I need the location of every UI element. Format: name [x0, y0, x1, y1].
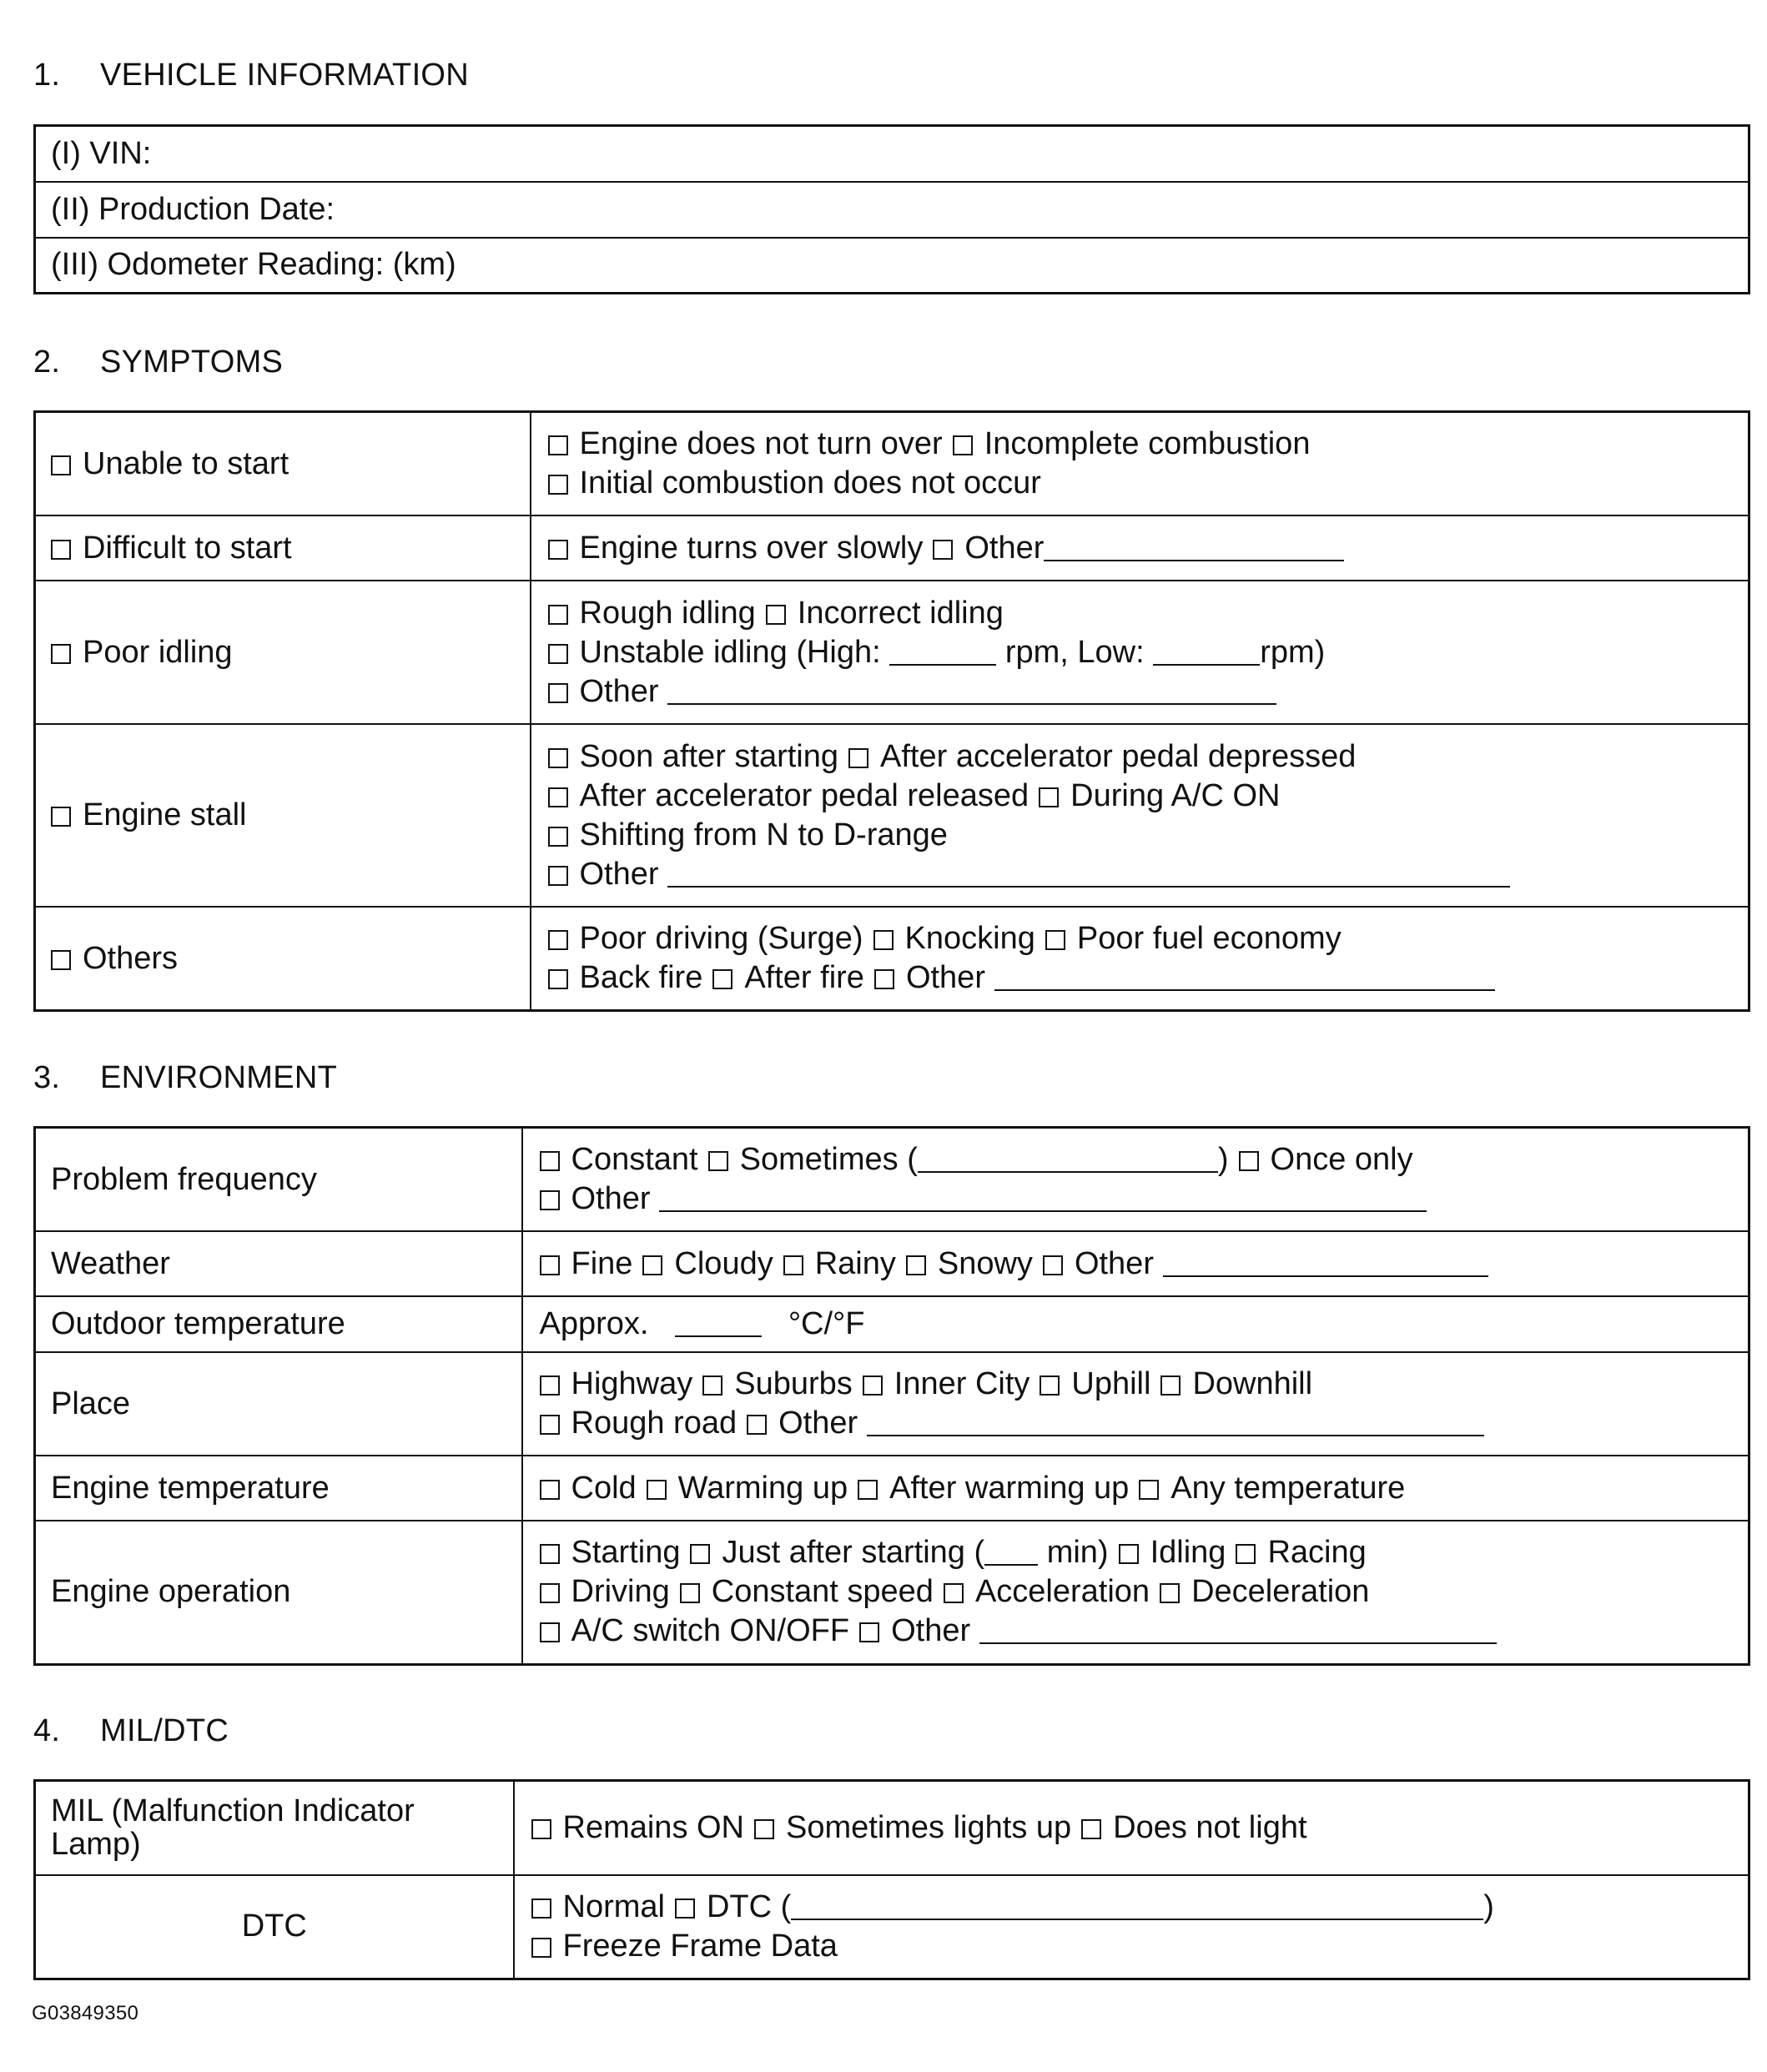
other-blank[interactable] [667, 857, 1510, 888]
option-incorrect-idling[interactable]: Incorrect idling [766, 596, 1004, 631]
dtc-options [514, 1875, 1749, 1979]
production-date-row [35, 182, 1749, 238]
other-blank[interactable] [659, 1182, 1427, 1212]
checkbox-icon[interactable] [51, 540, 71, 560]
checkbox-icon[interactable] [51, 950, 71, 970]
option-shifting-n-to-d[interactable]: Shifting from N to D-range [548, 817, 948, 852]
option-soon-after-starting[interactable]: Soon after starting [548, 739, 839, 774]
option-after-warming-up[interactable]: After warming up [858, 1471, 1129, 1506]
option-driving[interactable]: Driving [540, 1574, 670, 1609]
outdoor-temperature-blank[interactable] [675, 1307, 762, 1337]
option-during-ac-on[interactable]: During A/C ON [1039, 778, 1280, 813]
other-blank[interactable] [667, 675, 1276, 705]
checkbox-icon[interactable] [548, 475, 568, 495]
env-options-weather [522, 1231, 1749, 1296]
env-row-engine-temperature [35, 1456, 1749, 1521]
checkbox-icon[interactable] [1160, 1583, 1180, 1603]
option-engine-does-not-turn-over[interactable]: Engine does not turn over [548, 426, 943, 461]
checkbox-icon[interactable] [712, 969, 732, 989]
checkbox-icon[interactable] [1160, 1375, 1181, 1396]
checkbox-icon[interactable] [548, 748, 568, 768]
checkbox-icon[interactable] [642, 1255, 662, 1275]
option-rough-idling[interactable]: Rough idling [548, 596, 756, 631]
checkbox-icon[interactable] [953, 435, 973, 455]
option-other[interactable]: Other [874, 960, 1495, 995]
vin-row [35, 126, 1749, 182]
checkbox-icon[interactable] [754, 1819, 774, 1839]
checkbox-icon[interactable] [548, 866, 568, 886]
option-other[interactable]: Other [540, 1179, 1732, 1219]
section-title-environment: 3. ENVIRONMENT [33, 1060, 338, 1095]
env-row-engine-operation [35, 1521, 1749, 1664]
symptom-label-difficult-to-start[interactable]: Difficult to start [35, 515, 531, 581]
symptom-label-unable-to-start[interactable]: Unable to start [35, 412, 531, 516]
option-highway[interactable]: Highway [540, 1366, 693, 1401]
option-remains-on[interactable]: Remains ON [531, 1810, 745, 1845]
symptom-row-difficult-to-start [35, 515, 1749, 581]
option-sometimes-lights-up[interactable]: Sometimes lights up [754, 1810, 1071, 1845]
option-fine[interactable]: Fine [540, 1246, 633, 1281]
symptom-options-engine-stall [531, 724, 1749, 907]
symptom-row-others [35, 907, 1749, 1011]
checkbox-icon[interactable] [702, 1375, 722, 1396]
option-starting[interactable]: Starting [540, 1535, 681, 1570]
odometer-reading-field[interactable]: (III) Odometer Reading: (km) [35, 238, 1749, 294]
section-title-vehicle-information: 1. VEHICLE INFORMATION [33, 58, 470, 93]
checkbox-icon[interactable] [1045, 930, 1065, 950]
checkbox-icon[interactable] [51, 644, 71, 664]
option-acceleration[interactable]: Acceleration [944, 1574, 1150, 1609]
checkbox-icon[interactable] [873, 930, 894, 950]
symptom-label-engine-stall[interactable]: Engine stall [35, 724, 531, 907]
section-title-symptoms: 2. SYMPTOMS [33, 344, 284, 380]
option-other[interactable]: Other [747, 1406, 1484, 1441]
checkbox-icon[interactable] [944, 1583, 964, 1603]
symptom-options-difficult-to-start [531, 515, 1749, 581]
checkbox-icon[interactable] [848, 748, 868, 768]
checkbox-icon[interactable] [1040, 1375, 1060, 1396]
env-options-engine-temperature [522, 1456, 1749, 1521]
option-other[interactable]: Other [859, 1613, 1497, 1648]
dtc-code-blank[interactable] [791, 1890, 1483, 1920]
option-normal[interactable]: Normal [531, 1889, 665, 1924]
checkbox-icon[interactable] [540, 1622, 560, 1642]
symptom-options-others [531, 907, 1749, 1011]
dtc-row [35, 1875, 1749, 1979]
env-row-place [35, 1352, 1749, 1456]
option-knocking[interactable]: Knocking [873, 921, 1035, 956]
checkbox-icon[interactable] [540, 1583, 560, 1603]
option-other[interactable]: Other [1043, 1246, 1488, 1281]
option-warming-up[interactable]: Warming up [647, 1471, 848, 1506]
environment-table [33, 1126, 1750, 1666]
checkbox-icon[interactable] [1236, 1544, 1256, 1564]
other-blank[interactable] [1044, 531, 1344, 561]
checkbox-icon[interactable] [548, 827, 568, 847]
checkbox-icon[interactable] [540, 1544, 560, 1564]
checkbox-icon[interactable] [548, 930, 568, 950]
checkbox-icon[interactable] [540, 1480, 560, 1500]
vin-field[interactable]: (I) VIN: [35, 126, 1749, 182]
checkbox-icon[interactable] [783, 1255, 803, 1275]
checkbox-icon[interactable] [1081, 1819, 1101, 1839]
checkbox-icon[interactable] [1239, 1151, 1259, 1171]
mil-dtc-table [33, 1779, 1750, 1980]
checkbox-icon[interactable] [540, 1375, 560, 1396]
mil-options [514, 1781, 1749, 1875]
env-options-place [522, 1352, 1749, 1456]
symptom-label-others[interactable]: Others [35, 907, 531, 1011]
env-row-problem-frequency [35, 1128, 1749, 1232]
option-initial-combustion-does-not-occur[interactable]: Initial combustion does not occur [548, 465, 1041, 500]
high-rpm-blank[interactable] [889, 636, 996, 666]
checkbox-icon[interactable] [1043, 1255, 1063, 1275]
other-blank[interactable] [1163, 1247, 1488, 1277]
option-sometimes[interactable]: Sometimes ( ) [708, 1142, 1229, 1177]
checkbox-icon[interactable] [548, 683, 568, 703]
checkbox-icon[interactable] [548, 435, 568, 455]
option-incomplete-combustion[interactable]: Incomplete combustion [953, 426, 1311, 461]
option-constant-speed[interactable]: Constant speed [680, 1574, 934, 1609]
option-other[interactable]: Other [548, 672, 1732, 712]
checkbox-icon[interactable] [708, 1151, 728, 1171]
env-label-engine-operation: Engine operation [35, 1521, 522, 1664]
checkbox-icon[interactable] [858, 1480, 878, 1500]
figure-id: G03849350 [32, 2002, 139, 2024]
env-options-outdoor-temperature: Approx. °C/°F [522, 1296, 1749, 1352]
other-blank[interactable] [979, 1614, 1497, 1644]
option-racing[interactable]: Racing [1236, 1535, 1366, 1570]
checkbox-icon[interactable] [540, 1255, 560, 1275]
checkbox-icon[interactable] [906, 1255, 926, 1275]
mil-label: MIL (Malfunction Indicator Lamp) [35, 1781, 514, 1875]
symptom-row-engine-stall [35, 724, 1749, 907]
section-title-mil-dtc: 4. MIL/DTC [33, 1713, 229, 1748]
option-idling[interactable]: Idling [1119, 1535, 1226, 1570]
option-after-accelerator-pedal-released[interactable]: After accelerator pedal released [548, 778, 1029, 813]
checkbox-icon[interactable] [548, 644, 568, 664]
checkbox-icon[interactable] [863, 1375, 883, 1396]
option-cloudy[interactable]: Cloudy [642, 1246, 773, 1281]
checkbox-icon[interactable] [766, 605, 786, 625]
symptom-options-unable-to-start [531, 412, 1749, 516]
option-other[interactable]: Other [548, 855, 1732, 894]
env-label-outdoor-temperature: Outdoor temperature [35, 1296, 522, 1352]
option-dtc[interactable]: DTC ( ) [675, 1889, 1494, 1924]
option-poor-fuel-economy[interactable]: Poor fuel economy [1045, 921, 1342, 956]
checkbox-icon[interactable] [1039, 787, 1059, 807]
dtc-label: DTC [35, 1875, 514, 1979]
checkbox-icon[interactable] [675, 1898, 695, 1919]
other-blank[interactable] [867, 1406, 1484, 1436]
option-after-fire[interactable]: After fire [712, 960, 864, 995]
checkbox-icon[interactable] [531, 1819, 551, 1839]
checkbox-icon[interactable] [548, 969, 568, 989]
option-back-fire[interactable]: Back fire [548, 960, 703, 995]
symptoms-table [33, 410, 1750, 1012]
option-uphill[interactable]: Uphill [1040, 1366, 1150, 1401]
checkbox-icon[interactable] [1139, 1480, 1159, 1500]
env-label-place: Place [35, 1352, 522, 1456]
checkbox-icon[interactable] [548, 540, 568, 560]
checkbox-icon[interactable] [874, 969, 894, 989]
checkbox-icon[interactable] [680, 1583, 700, 1603]
mil-row [35, 1781, 1749, 1875]
checkbox-icon[interactable] [933, 540, 953, 560]
checkbox-icon[interactable] [531, 1938, 551, 1958]
env-options-engine-operation [522, 1521, 1749, 1664]
env-row-outdoor-temperature [35, 1296, 1749, 1352]
symptom-options-poor-idling [531, 581, 1749, 724]
option-unstable-idling[interactable]: Unstable idling (High: rpm, Low: rpm) [548, 633, 1732, 672]
production-date-field[interactable]: (II) Production Date: [35, 182, 1749, 238]
sometimes-blank[interactable] [918, 1143, 1218, 1173]
option-inner-city[interactable]: Inner City [863, 1366, 1030, 1401]
checkbox-icon[interactable] [540, 1415, 560, 1435]
odometer-row [35, 238, 1749, 294]
option-constant[interactable]: Constant [540, 1142, 698, 1177]
option-rough-road[interactable]: Rough road [540, 1406, 738, 1441]
option-ac-switch-on-off[interactable]: A/C switch ON/OFF [540, 1613, 850, 1648]
option-just-after-starting[interactable]: Just after starting ( min) [690, 1535, 1108, 1570]
env-options-problem-frequency [522, 1128, 1749, 1232]
option-deceleration[interactable]: Deceleration [1160, 1574, 1369, 1609]
env-label-engine-temperature: Engine temperature [35, 1456, 522, 1521]
checkbox-icon[interactable] [531, 1898, 551, 1919]
other-blank[interactable] [994, 961, 1495, 991]
symptom-row-unable-to-start [35, 412, 1749, 516]
option-engine-turns-over-slowly[interactable]: Engine turns over slowly [548, 531, 924, 566]
vehicle-information-table [33, 124, 1750, 294]
option-other[interactable]: Other [933, 531, 1344, 566]
low-rpm-blank[interactable] [1153, 636, 1260, 666]
checkbox-icon[interactable] [540, 1151, 560, 1171]
checkbox-icon[interactable] [548, 787, 568, 807]
option-downhill[interactable]: Downhill [1160, 1366, 1312, 1401]
option-any-temperature[interactable]: Any temperature [1139, 1471, 1405, 1506]
option-does-not-light[interactable]: Does not light [1081, 1810, 1306, 1845]
option-once-only[interactable]: Once only [1239, 1142, 1413, 1177]
checkbox-icon[interactable] [51, 455, 71, 475]
option-suburbs[interactable]: Suburbs [702, 1366, 853, 1401]
option-after-accelerator-pedal-depressed[interactable]: After accelerator pedal depressed [848, 739, 1356, 774]
checkbox-icon[interactable] [51, 807, 71, 827]
checkbox-icon[interactable] [647, 1480, 667, 1500]
symptom-label-poor-idling[interactable]: Poor idling [35, 581, 531, 724]
checkbox-icon[interactable] [1119, 1544, 1139, 1564]
env-row-weather [35, 1231, 1749, 1296]
checkbox-icon[interactable] [540, 1190, 560, 1210]
checkbox-icon[interactable] [747, 1415, 767, 1435]
option-freeze-frame-data[interactable]: Freeze Frame Data [531, 1929, 838, 1964]
option-rainy[interactable]: Rainy [783, 1246, 896, 1281]
symptom-row-poor-idling [35, 581, 1749, 724]
minutes-blank[interactable] [984, 1536, 1038, 1566]
checkbox-icon[interactable] [690, 1544, 710, 1564]
option-poor-driving-surge[interactable]: Poor driving (Surge) [548, 921, 863, 956]
checkbox-icon[interactable] [548, 605, 568, 625]
env-label-weather: Weather [35, 1231, 522, 1296]
checkbox-icon[interactable] [859, 1622, 879, 1642]
env-label-problem-frequency: Problem frequency [35, 1128, 522, 1232]
option-snowy[interactable]: Snowy [906, 1246, 1033, 1281]
option-cold[interactable]: Cold [540, 1471, 637, 1506]
